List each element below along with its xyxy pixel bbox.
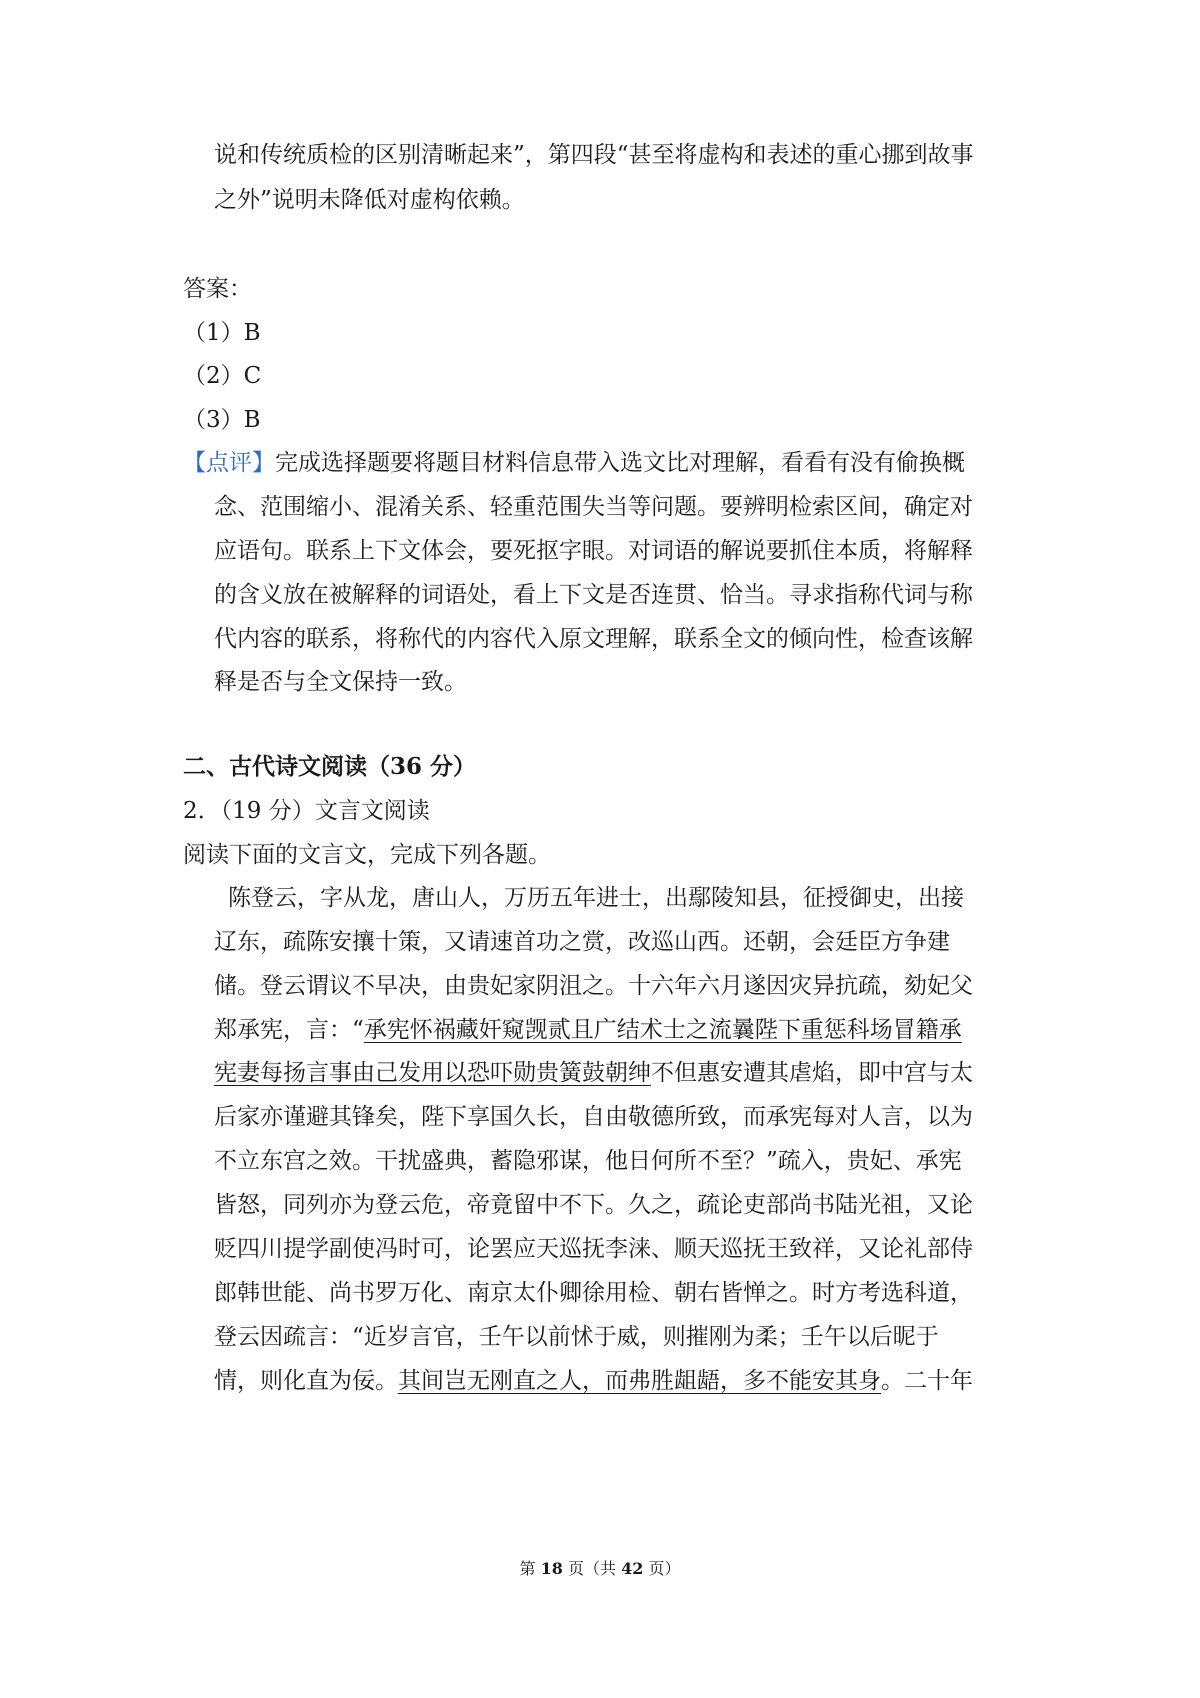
passage-line: 后家亦谨避其锋矣，陛下享国久长，自由敬德所致，而承宪每对人言，以为	[214, 1104, 973, 1130]
comment-line: 念、范围缩小、混淆关系、轻重范围失当等问题。要辨明检索区间，确定对	[214, 494, 973, 520]
underlined-text: 宪妻每扬言事由己发用以恐吓勋贵簧鼓朝绅	[214, 1060, 651, 1086]
passage-line: 不立东宫之效。干扰盛典，蓄隐邪谋，他日何所不至？”疏入，贵妃、承宪	[214, 1148, 962, 1174]
passage-line: 贬四川提学副使冯时可，论罢应天巡抚李涞、顺天巡抚王致祥，又论礼部侍	[214, 1236, 973, 1262]
passage-line	[214, 1015, 962, 1045]
answer-label: 答案：	[183, 276, 252, 302]
instruction-text: 阅读下面的文言文，完成下列各题。	[183, 842, 551, 868]
underlined-text: 承宪怀祸藏奸窥觊贰且广结术士之流曩陛下重惩科场冒籍承	[363, 1017, 962, 1043]
underlined-text: 其间岂无刚直之人，而弗胜龃龉，多不能安其身	[398, 1368, 881, 1394]
footer-text: 页（共	[562, 1559, 622, 1578]
page-footer	[0, 1558, 1200, 1580]
passage-text: 陈登云，字从龙，唐山人，万历五年进士，出鄢陵知县，征授御史，出接	[228, 885, 964, 911]
section-heading: 二、古代诗文阅读（36 分）	[183, 753, 477, 780]
comment-line: 代内容的联系，将称代的内容代入原文理解，联系全文的倾向性，检查该解	[214, 626, 973, 652]
passage-line: 皆怒，同列亦为登云危，帝竟留中不下。久之，疏论吏部尚书陆光祖，又论	[214, 1192, 973, 1218]
page-number: 18	[540, 1559, 563, 1578]
passage-line: 郎韩世能、尚书罗万化、南京太仆卿徐用检、朝右皆惮之。时方考选科道，	[214, 1280, 973, 1306]
passage-line	[214, 883, 964, 913]
answer-item: （3）B	[183, 407, 261, 433]
passage-text: 情，则化直为佞。	[214, 1368, 398, 1394]
comment-first-line	[183, 448, 965, 478]
comment-tag: 【点评】	[183, 450, 275, 476]
passage-line: 辽东，疏陈安攘十策，又请速首功之赏，改巡山西。还朝，会廷臣方争建	[214, 929, 950, 955]
answer-item: （2）C	[183, 363, 262, 389]
comment-line: 应语句。联系上下文体会，要死抠字眼。对词语的解说要抓住本质，将解释	[214, 538, 973, 564]
passage-line	[214, 1366, 973, 1396]
passage-text: 郑承宪，言：“	[214, 1017, 364, 1043]
passage-line: 储。登云谓议不早决，由贵妃家阴沮之。十六年六月遂因灾异抗疏，劾妃父	[214, 973, 973, 999]
comment-text: 完成选择题要将题目材料信息带入选文比对理解，看看有没有偷换概	[275, 450, 965, 476]
footer-text: 页）	[643, 1559, 681, 1578]
body-line: 说和传统质检的区别清晰起来”，第四段“甚至将虚构和表述的重心挪到故事	[214, 142, 974, 168]
passage-text: 。二十年	[881, 1368, 973, 1394]
footer-text: 第	[519, 1559, 541, 1578]
passage-line	[214, 1058, 973, 1088]
page-total: 42	[621, 1559, 644, 1578]
question-title: 2．（19 分）文言文阅读	[183, 798, 430, 824]
passage-text: 不但惠安遭其虐焰，即中宫与太	[651, 1060, 973, 1086]
answer-item: （1）B	[183, 320, 261, 346]
passage-line: 登云因疏言：“近岁言官，壬午以前怵于威，则摧刚为柔；壬午以后昵于	[214, 1324, 939, 1350]
comment-line: 释是否与全文保持一致。	[214, 669, 467, 695]
body-line: 之外”说明未降低对虚构依赖。	[214, 187, 525, 213]
comment-line: 的含义放在被解释的词语处，看上下文是否连贯、恰当。寻求指称代词与称	[214, 582, 973, 608]
